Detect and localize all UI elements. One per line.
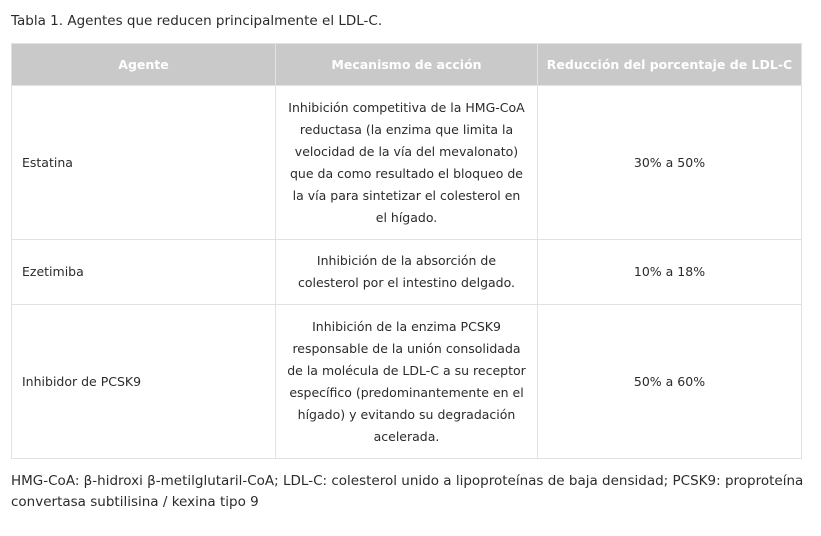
header-mecanismo: Mecanismo de acción (276, 44, 538, 86)
cell-reduction: 50% a 60% (538, 305, 802, 459)
cell-mechanism: Inhibición de la enzima PCSK9 responsable de la unión consolidada de la molécula de LDL-C a su receptor específico (predominantemente en el hígado) y evitando su degradación acelerada. (276, 305, 538, 459)
table-row (12, 86, 802, 240)
table-footnote: HMG-CoA: β-hidroxi β-metilglutaril-CoA; LDL-C: colesterol unido a lipoproteínas de baja densidad; PCSK9: proproteína convertasa subtilisina / kexina tipo 9 (11, 473, 804, 510)
cell-agent: Estatina (12, 86, 276, 240)
table-header-row (12, 44, 802, 86)
cell-mechanism: Inhibición competitiva de la HMG-CoA reductasa (la enzima que limita la velocidad de la vía del mevalonato) que da como resultado el bloqueo de la vía para sintetizar el colesterol en el hígado. (276, 86, 538, 240)
cell-agent: Inhibidor de PCSK9 (12, 305, 276, 459)
header-reduccion: Reducción del porcentaje de LDL-C (538, 44, 802, 86)
cell-mechanism: Inhibición de la absorción de colesterol por el intestino delgado. (276, 240, 538, 305)
cell-reduction: 30% a 50% (538, 86, 802, 240)
cell-reduction: 10% a 18% (538, 240, 802, 305)
table-row (12, 305, 802, 459)
agents-table (11, 43, 802, 459)
cell-agent: Ezetimiba (12, 240, 276, 305)
table-row (12, 240, 802, 305)
header-agente: Agente (12, 44, 276, 86)
table-caption: Tabla 1. Agentes que reducen principalmente el LDL-C. (11, 13, 383, 29)
